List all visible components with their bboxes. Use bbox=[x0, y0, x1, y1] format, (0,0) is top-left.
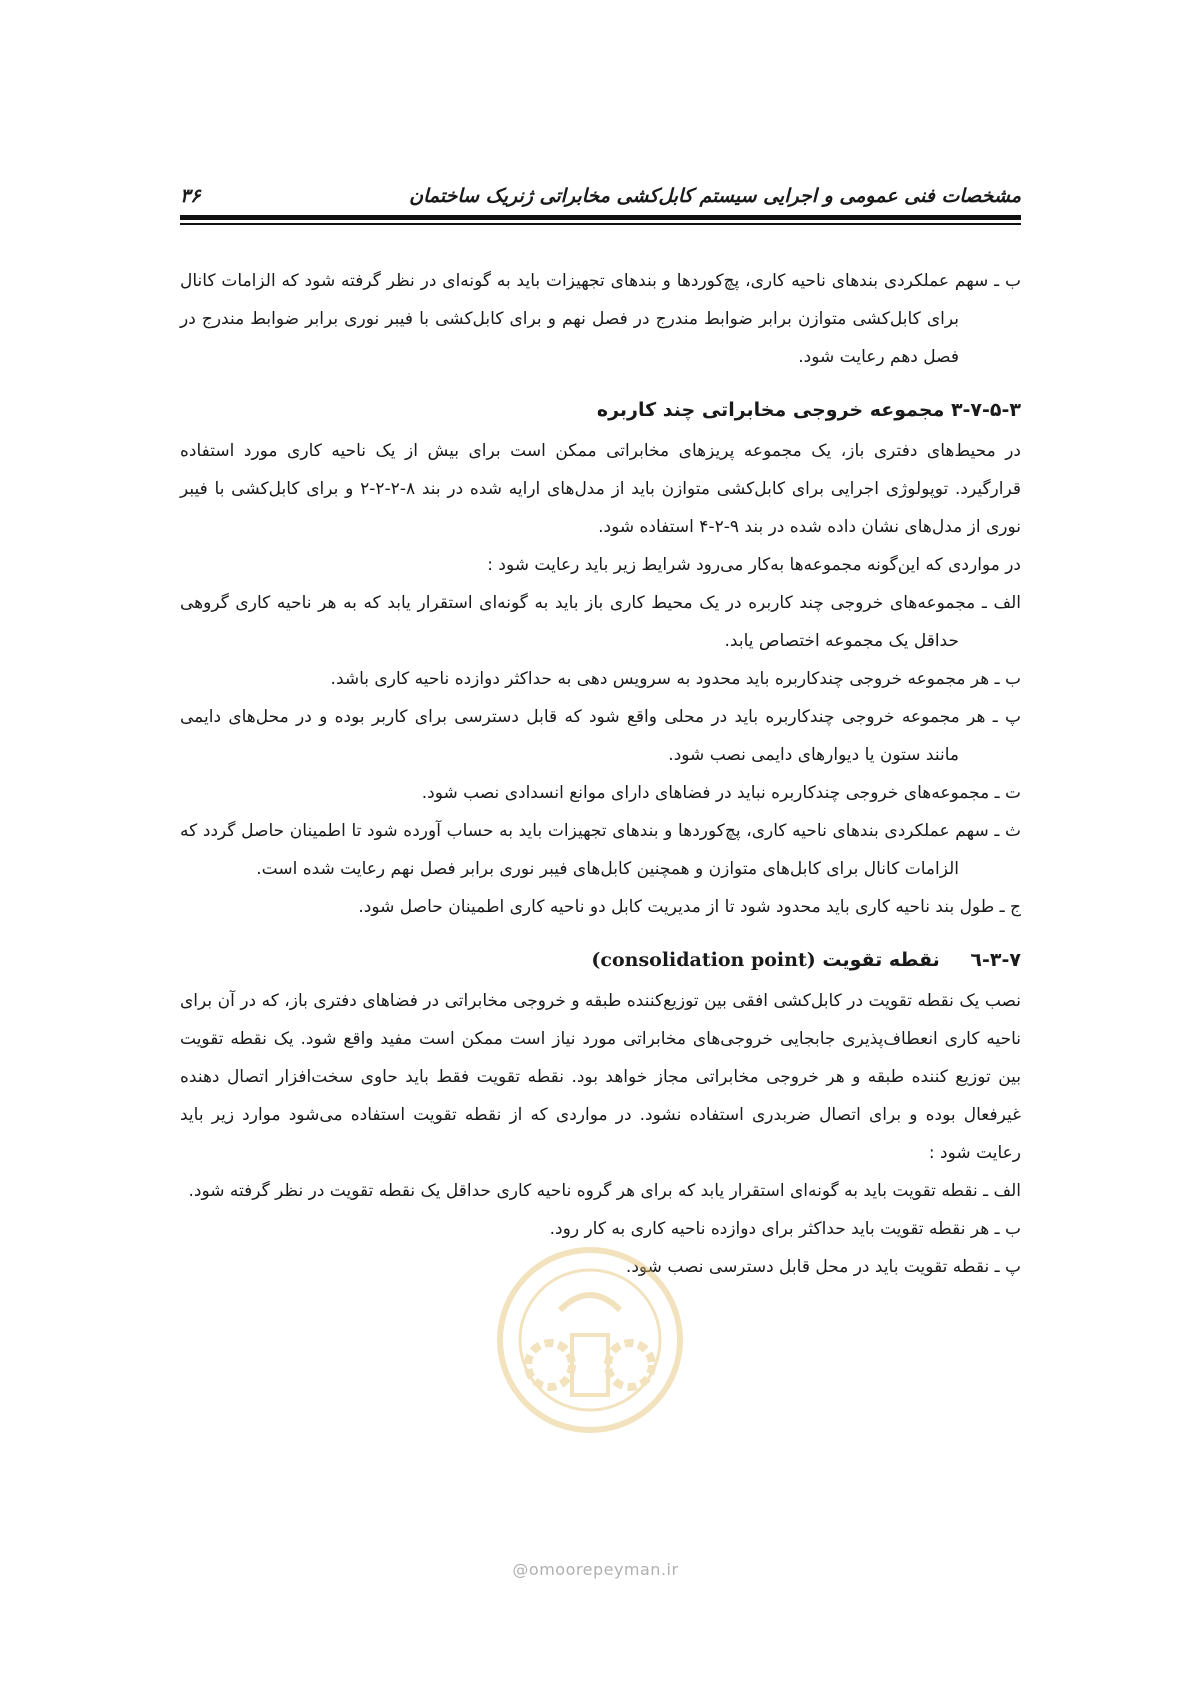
section2-paragraph: نصب یک نقطه تقویت در کابل‌کشی افقی بین توزیع‌کننده طبقه و خروجی مخابراتی در فضاهای دفتری باز، که در آن برای ناحیه کاری انعطاف‌پذیری جابجایی خروجی‌های مخابراتی مورد نیاز است ممکن است مفید واقع شود. یک نقطه تقویت بین توزیع کننده طبقه و هر خروجی مخابراتی مجاز خواهد بود. نقطه تقویت فقط باید حاوی سخت‌افزار اتصال دهنده غیرفعال بوده و برای اتصال ضربدری استفاده نشود. در مواردی که از نقطه تقویت استفاده می‌شود موارد زیر باید رعایت شود : bbox=[180, 991, 1021, 1163]
header-rule-thin bbox=[180, 223, 1021, 225]
watermark-site-text: @omoorepeyman.ir bbox=[512, 1560, 679, 1579]
header-title: مشخصات فنی عمومی و اجرایی سیستم کابل‌کشی مخابراتی ژنریک ساختمان bbox=[409, 185, 1021, 207]
list-item: ث ـ سهم عملکردی بندهای ناحیه کاری، پچ‌کوردها و بندهای تجهیزات باید به حساب آورده شود تا اطمینان حاصل گردد که الزامات کانال برای کابل‌های متوازن و همچنین کابل‌های فیبر نوری برابر فصل نهم رعایت شده است. bbox=[180, 821, 1021, 879]
section-number: ۳-۷-۵-۳ bbox=[950, 399, 1021, 421]
section-heading-multi-user-outlet bbox=[180, 390, 1021, 430]
list-item: الف ـ مجموعه‌های خروجی چند کاربره در یک محیط کاری باز باید به گونه‌ای استقرار یابد که به هر ناحیه کاری گروهی حداقل یک مجموعه اختصاص یابد. bbox=[180, 593, 1021, 651]
header-rule-thick bbox=[180, 215, 1021, 220]
running-header bbox=[180, 183, 1021, 209]
section-title-latin: (consolidation point) bbox=[591, 949, 816, 971]
intro-item: ب ـ سهم عملکردی بندهای ناحیه کاری، پچ‌کوردها و بندهای تجهیزات باید به گونه‌ای در نظر گرفته شود که الزامات کانال برای کابل‌کشی متوازن برابر ضوابط مندرج در فصل نهم و برای کابل‌کشی با فیبر نوری برابر ضوابط مندرج در فصل دهم رعایت شود. bbox=[180, 271, 1021, 367]
section-heading-consolidation-point bbox=[180, 940, 1021, 980]
section-title: مجموعه خروجی مخابراتی چند کاربره bbox=[596, 399, 945, 421]
list-item: پ ـ نقطه تقویت باید در محل قابل دسترسی نصب شود. bbox=[625, 1257, 1021, 1277]
section-number: ۳-۷-٦ bbox=[970, 949, 1021, 971]
section-title: نقطه تقویت bbox=[822, 949, 940, 971]
list-item: پ ـ هر مجموعه خروجی چندکاربره باید در محلی واقع شود که قابل دسترسی برای کاربر بوده و در محل‌های دایمی مانند ستون یا دیوارهای دایمی نصب شود. bbox=[180, 707, 1021, 765]
list-item: ب ـ هر مجموعه خروجی چندکاربره باید محدود به سرویس دهی به حداکثر دوازده ناحیه کاری باشد. bbox=[330, 669, 1021, 689]
section1-intro: در مواردی که این‌گونه مجموعه‌ها به‌کار می‌رود شرایط زیر باید رعایت شود : bbox=[487, 555, 1021, 575]
body-content bbox=[180, 262, 1021, 1286]
page-number: ۳۶ bbox=[180, 185, 201, 207]
list-item: الف ـ نقطه تقویت باید به گونه‌ای استقرار یابد که برای هر گروه ناحیه کاری حداقل یک نقطه تقویت در نظر گرفته شود. bbox=[188, 1181, 1021, 1201]
section1-paragraph: در محیط‌های دفتری باز، یک مجموعه پریزهای مخابراتی ممکن است برای بیش از یک ناحیه کاری مورد استفاده قرارگیرد. توپولوژی اجرایی برای کابل‌کشی متوازن باید از مدل‌های ارایه شده در بند ۸-۲-۲-۲ و برای کابل‌کشی با فیبر نوری از مدل‌های نشان داده شده در بند ۹-۲-۴ استفاده شود. bbox=[180, 441, 1022, 537]
list-item: ب ـ هر نقطه تقویت باید حداکثر برای دوازده ناحیه کاری به کار رود. bbox=[549, 1219, 1021, 1239]
list-item: ج ـ طول بند ناحیه کاری باید محدود شود تا از مدیریت کابل دو ناحیه کاری اطمینان حاصل شود. bbox=[358, 897, 1021, 917]
watermark-seal-icon bbox=[490, 1240, 690, 1440]
list-item: ت ـ مجموعه‌های خروجی چندکاربره نباید در فضاهای دارای موانع انسدادی نصب شود. bbox=[421, 783, 1021, 803]
